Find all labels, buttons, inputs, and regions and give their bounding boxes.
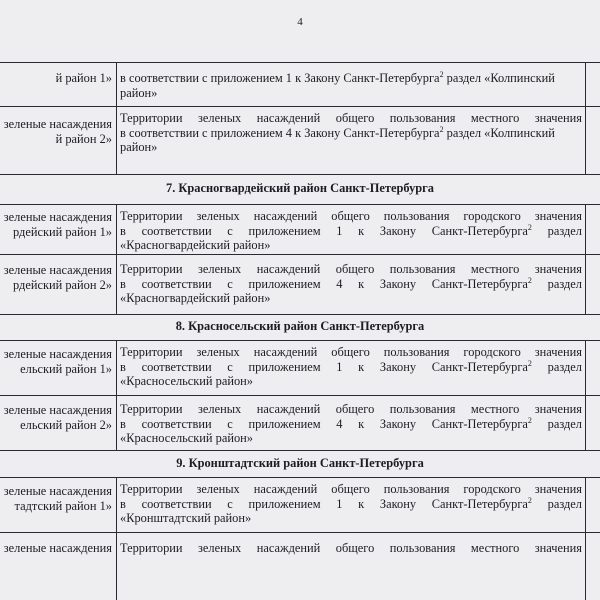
page-number: 4 (297, 16, 303, 28)
left-cell (0, 533, 117, 600)
left-cell (0, 205, 117, 254)
left-cell-text: зеленые насаждения ельский район 1» (3, 347, 112, 376)
description-text: в соответствии с приложением 1 к Закону Санкт-Петербурга$^2$ раздел «Колпинский район» (120, 69, 555, 100)
description-text: Территории зеленых насаждений общего пользования городского значения в соответствии с приложением 1 к Закону Санкт-Петербурга$^2$ раздел «Красносельский район» (120, 345, 582, 388)
section-heading: 7. Красногвардейский район Санкт-Петербурга (0, 174, 600, 204)
description-text: Территории зеленых насаждений общего пользования местного значения в соответствии с приложением 4 к Закону Санкт-Петербурга$^2$ раздел «Красногвардейский район» (120, 262, 582, 305)
description-text: Территории зеленых насаждений общего пользования местного значения в соответствии с приложением 4 к Закону Санкт-Петербурга$^2$ раздел «Колпинский район» (120, 111, 582, 154)
description-cell (117, 341, 586, 395)
description-cell (117, 396, 586, 450)
description-text: Территории зеленых насаждений общего пользования городского значения в соответствии с приложением 1 к Закону Санкт-Петербурга$^2$ раздел «Красногвардейский район» (120, 209, 582, 252)
description-cell (117, 478, 586, 532)
description-text: Территории зеленых насаждений общего пользования местного значения в соответствии с приложением 4 к Закону Санкт-Петербурга$^2$ раздел «Красносельский район» (120, 402, 582, 445)
description-text: Территории зеленых насаждений общего пользования местного значения (120, 541, 582, 555)
left-cell-text: зеленые насаждения тадтский район 1» (3, 484, 112, 513)
description-cell (117, 205, 586, 254)
left-cell (0, 478, 117, 532)
left-cell-text: й район 1» (55, 71, 112, 85)
section-heading: 9. Кронштадтский район Санкт-Петербурга (0, 450, 600, 477)
left-cell-text: зеленые насаждения рдейский район 1» (3, 210, 112, 239)
table-row (0, 477, 600, 532)
table-row (0, 532, 600, 600)
table-row (0, 340, 600, 395)
description-cell (117, 107, 586, 174)
description-cell (117, 63, 586, 106)
left-cell-text: зеленые насаждения (3, 541, 112, 555)
table-row (0, 62, 600, 106)
description-cell (117, 255, 586, 314)
left-cell-text: зеленые насаждения рдейский район 2» (3, 263, 112, 292)
table-row (0, 254, 600, 314)
table-row (0, 106, 600, 174)
left-cell-text: зеленые насаждения ельский район 2» (3, 403, 112, 432)
left-cell (0, 396, 117, 450)
left-cell-text: зеленые насаждения й район 2» (3, 117, 112, 146)
description-cell (117, 533, 586, 600)
table-row (0, 395, 600, 450)
table-row (0, 204, 600, 254)
left-cell (0, 107, 117, 174)
left-cell (0, 63, 117, 106)
description-text: Территории зеленых насаждений общего пользования городского значения в соответствии с приложением 1 к Закону Санкт-Петербурга$^2$ раздел «Кронштадтский район» (120, 482, 582, 525)
left-cell (0, 255, 117, 314)
section-heading: 8. Красносельский район Санкт-Петербурга (0, 314, 600, 340)
left-cell (0, 341, 117, 395)
